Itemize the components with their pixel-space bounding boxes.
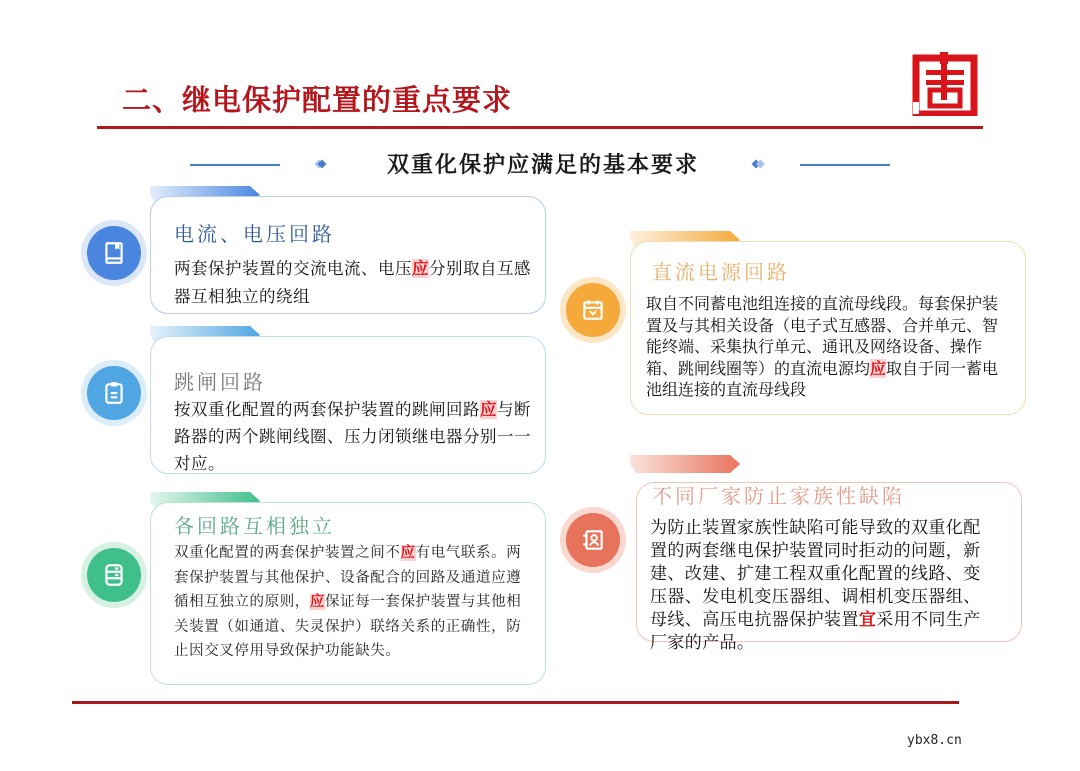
heading-line-left bbox=[190, 164, 280, 166]
diamond-icon-right bbox=[750, 155, 768, 173]
card-body: 按双重化配置的两套保护装置的跳闸回路应与断路器的两个跳闸线圈、压力闭锁继电器分别一一对应。 bbox=[174, 400, 531, 473]
contact-card-icon bbox=[566, 513, 620, 567]
footer-divider bbox=[72, 701, 959, 704]
clipboard-icon bbox=[87, 366, 141, 420]
watermark: ybx8.cn bbox=[907, 733, 962, 748]
card-body: 双重化配置的两套保护装置之间不应有电气联系。两套保护装置与其他保护、设备配合的回路及通道应遵循相互独立的原则，应保证每一套保护装置与其他相关装置（如通道、失灵保护）联络关系的正确性，防止因交叉停用导致保护功能缺失。 bbox=[174, 545, 522, 659]
book-icon bbox=[87, 226, 141, 280]
card-body: 两套保护装置的交流电流、电压应分别取自互感器互相独立的绕组 bbox=[174, 259, 531, 306]
card-title: 直流电源回路 bbox=[652, 260, 790, 284]
card-body: 为防止装置家族性缺陷可能导致的双重化配置的两套继电保护装置同时拒动的问题，新建、改建、扩建工程双重化配置的线路、变压器、发电机变压器组、调相机变压器组、母线、高压电抗器保护装置宜采用不同生产厂家的产品。 bbox=[650, 518, 981, 653]
calendar-icon bbox=[566, 283, 620, 337]
heading-line-right bbox=[800, 164, 890, 166]
seal-logo-icon bbox=[910, 50, 980, 116]
server-icon bbox=[87, 548, 141, 602]
card-title: 不同厂家防止家族性缺陷 bbox=[652, 484, 905, 508]
page-title: 二、继电保护配置的重点要求 bbox=[122, 83, 513, 117]
section-heading bbox=[190, 144, 890, 184]
diamond-icon-left bbox=[310, 155, 328, 173]
card-tab-ribbon bbox=[630, 455, 740, 473]
card-body: 取自不同蓄电池组连接的直流母线段。每套保护装置及与其相关设备（电子式互感器、合并单元、智能终端、采集执行单元、通讯及网络设备、操作箱、跳闸线圈等）的直流电源均应取自于同一蓄电池组连接的直流母线段 bbox=[646, 294, 999, 399]
card-title: 电流、电压回路 bbox=[174, 222, 335, 246]
card-title: 跳闸回路 bbox=[174, 370, 266, 394]
card-title: 各回路互相独立 bbox=[174, 514, 335, 538]
title-divider bbox=[97, 126, 983, 129]
section-subtitle: 双重化保护应满足的基本要求 bbox=[386, 153, 699, 178]
